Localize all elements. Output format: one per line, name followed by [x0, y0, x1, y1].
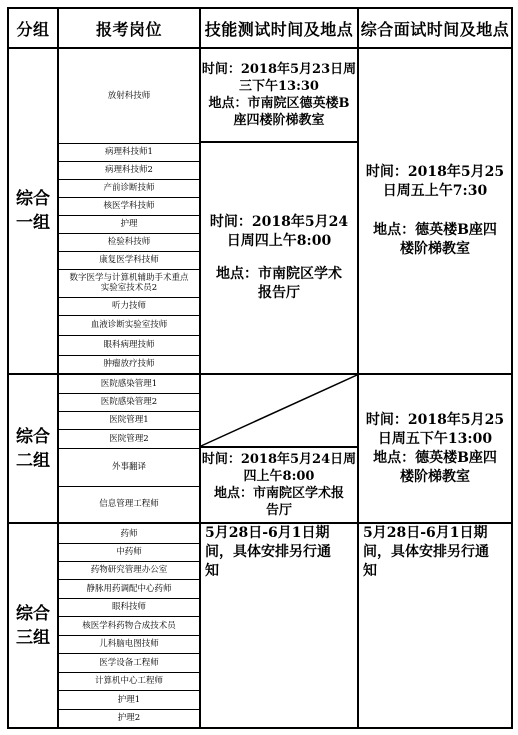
- position-label: 产前诊断技师: [103, 183, 155, 193]
- interview-g2-time2: 日周五下午13:00: [377, 430, 493, 447]
- position-list-group2: [59, 375, 199, 522]
- position-list-group1: [59, 49, 199, 373]
- table-border-right: [511, 7, 513, 729]
- position-label: 实验室技术员2: [100, 283, 158, 293]
- interview-g3-line1: 5月28日-6月1日期: [363, 525, 488, 541]
- position-label: 医学设备工程师: [99, 657, 159, 668]
- skill-test-group1-b: [201, 143, 357, 373]
- position-cell: [59, 690, 199, 709]
- position-label: 血液诊断实验室技师: [90, 320, 168, 330]
- group-name-1-line2: 一组: [16, 213, 50, 233]
- position-label: 静脉用药调配中心药师: [86, 583, 172, 594]
- position-label: 病理科技师1: [105, 147, 153, 157]
- skill-test-g1b-time: 时间：2018年5月24: [209, 214, 349, 230]
- interview-group1: [359, 49, 511, 373]
- skill-test-g2-time2: 四上午8:00: [243, 469, 315, 484]
- position-cell: [59, 269, 199, 297]
- skill-test-g3-line2: 间，具体安排另行通: [205, 544, 331, 560]
- position-label: 眼科技师: [111, 602, 146, 612]
- position-cell: [59, 635, 199, 653]
- header-position: 报考岗位: [95, 19, 162, 39]
- position-label: 中药师: [116, 547, 142, 557]
- position-label: 护理1: [117, 694, 141, 705]
- position-list-group3: [59, 524, 199, 727]
- skill-test-g3-line3: 知: [205, 563, 219, 579]
- table-border-bottom: [7, 727, 513, 729]
- position-cell: [59, 375, 199, 393]
- position-cell: [59, 49, 199, 143]
- position-cell: [59, 411, 199, 429]
- position-label: 核医学科技师: [103, 201, 155, 211]
- position-label: 肿瘤放疗技师: [103, 359, 155, 369]
- group-name-1-line1: 综合: [16, 189, 50, 209]
- position-cell: [59, 709, 199, 727]
- header-skill-test: 技能测试时间及地点: [204, 19, 354, 39]
- position-label: 康复医学科技师: [99, 255, 159, 265]
- position-cell: [59, 355, 199, 373]
- position-cell: [59, 297, 199, 315]
- position-cell: [59, 524, 199, 543]
- position-label: 病理科技师2: [105, 165, 153, 175]
- skill-test-g1a-time2: 三下午13:30: [239, 79, 319, 94]
- position-label: 放射科技师: [107, 91, 151, 101]
- position-label: 核医学科药物合成技术员: [82, 620, 176, 631]
- position-label: 眼科病理技师: [103, 340, 155, 350]
- position-cell: [59, 179, 199, 197]
- interview-g3-line3: 知: [363, 563, 377, 579]
- skill-test-g1b-time2: 日周四上午8:00: [226, 233, 332, 249]
- group-name-2-line2: 二组: [16, 450, 50, 471]
- position-cell: [59, 215, 199, 233]
- interview-g1-time: 时间：2018年5月25: [365, 164, 505, 180]
- position-cell: [59, 143, 199, 161]
- position-cell: [59, 393, 199, 411]
- position-cell: [59, 233, 199, 251]
- position-cell: [59, 561, 199, 579]
- position-label: 药物研究管理办公室: [90, 565, 168, 575]
- position-label: 听力技师: [111, 301, 146, 311]
- interview-g3-line2: 间，具体安排另行通: [363, 544, 489, 560]
- position-cell: [59, 161, 199, 179]
- position-cell: [59, 653, 199, 672]
- skill-test-g1a-place: 地点：市南院区德英楼B: [208, 96, 350, 111]
- group-name-3-line1: 综合: [16, 603, 50, 624]
- interview-g2-place2: 楼阶梯教室: [400, 468, 470, 485]
- position-cell: [59, 335, 199, 355]
- header-group: 分组: [16, 19, 50, 39]
- group-name-3-line2: 三组: [16, 627, 50, 648]
- position-cell: [59, 486, 199, 522]
- group-name-2: [9, 375, 57, 522]
- interview-g1-time2: 日周五上午7:30: [382, 183, 488, 199]
- position-label: 护理2: [117, 713, 141, 723]
- position-label: 医院感染管理2: [100, 397, 158, 407]
- skill-test-g1a-place2: 座四楼阶梯教室: [233, 113, 325, 128]
- position-label: 数字医学与计算机辅助手术重点: [69, 273, 189, 283]
- position-cell: [59, 429, 199, 448]
- skill-test-group2: [201, 448, 357, 522]
- position-cell: [59, 616, 199, 635]
- skill-test-g1a-time: 时间：2018年5月23日周: [201, 62, 357, 77]
- position-cell: [59, 598, 199, 616]
- skill-test-g2-place2: 告厅: [265, 503, 292, 518]
- position-label: 护理: [120, 219, 138, 229]
- position-label: 医院感染管理1: [100, 379, 158, 389]
- interview-g2-time: 时间：2018年5月25: [365, 411, 505, 428]
- skill-test-group3: [201, 524, 357, 727]
- position-cell: [59, 315, 199, 335]
- position-cell: [59, 251, 199, 269]
- position-label: 计算机中心工程师: [94, 676, 163, 686]
- position-cell: [59, 448, 199, 486]
- interview-group3: [359, 524, 511, 727]
- position-label: 儿科脑电图技师: [99, 639, 159, 649]
- position-cell: [59, 672, 199, 690]
- empty-cell-diagonal: [199, 374, 359, 447]
- position-label: 药师: [120, 528, 138, 539]
- skill-test-g1b-place: 地点：市南院区学术: [216, 266, 342, 282]
- skill-test-g3-line1: 5月28日-6月1日期: [205, 525, 330, 541]
- group-name-1: [9, 49, 57, 373]
- interview-g2-place: 地点：德英楼B座四: [373, 449, 497, 466]
- group-name-3: [9, 524, 57, 727]
- position-cell: [59, 197, 199, 215]
- position-cell: [59, 543, 199, 561]
- interview-g1-place2: 楼阶梯教室: [400, 241, 470, 257]
- position-label: 医院管理1: [109, 415, 149, 425]
- position-cell: [59, 579, 199, 598]
- position-label: 信息管理工程师: [99, 499, 159, 509]
- interview-group2: [359, 375, 511, 522]
- header-interview: 综合面试时间及地点: [360, 19, 510, 39]
- skill-test-group1-a: [201, 49, 357, 141]
- skill-test-g2-time: 时间：2018年5月24日周: [201, 452, 357, 467]
- skill-test-g1b-place2: 报告厅: [258, 285, 300, 301]
- position-label: 外事翻译: [111, 462, 146, 472]
- skill-test-g2-place: 地点：市南院区学术报: [213, 486, 344, 501]
- position-label: 检验科技师: [107, 237, 151, 247]
- interview-g1-place: 地点：德英楼B座四: [373, 222, 497, 238]
- group-name-2-line1: 综合: [16, 426, 50, 447]
- position-label: 医院管理2: [109, 433, 149, 444]
